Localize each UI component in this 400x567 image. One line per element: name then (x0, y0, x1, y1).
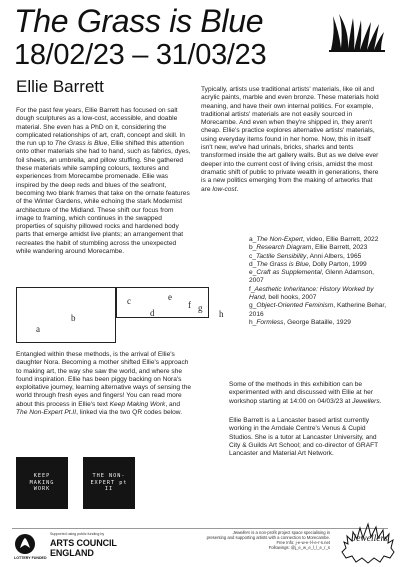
venue-name: Jewellers (232, 530, 251, 535)
qr-code-keep-making-work[interactable] (16, 457, 68, 509)
diagram-label-b: b (71, 313, 76, 323)
diagram-label-a: a (36, 324, 40, 334)
reference-detail: , Dolly Parton, 1999 (308, 260, 367, 268)
reference-prefix: h_ (249, 318, 257, 326)
diagram-frame-large (16, 287, 116, 343)
intro-title-ref: The Grass is Blue (54, 140, 108, 148)
reference-prefix: c_ (249, 252, 256, 260)
workshop-text-a: Some of the methods in this exhibition can be experimented with and discussed with Ellie at her workshop starting at 14:00 on 04/03/23 at (229, 381, 374, 405)
workshop-venue: Jewellers (352, 397, 380, 405)
diagram-label-d: d (150, 308, 155, 318)
reference-detail: , George Bataille, 1929 (283, 318, 351, 326)
non-expert-title: The Non-Expert Pt.II (16, 409, 77, 417)
reference-item (249, 286, 389, 303)
reference-item (249, 244, 389, 252)
intro-text-b: , Ellie shifted this attention onto other materials she had to hand, such as fabrics, dyes, foil sheets, an umbrella, and pillow stuffing. She gathered these materials while sampling colours, textures and experiences from Morecambe promenade. Ellie was inspired by the deep reds and blues of the seafront, becoming two blank frames that take on the ornate features of the Winter Gardens, while echoing the stark Modernist architecture of the Midland. These shift our focus from image to framing, which continues in the swapped properties of squishy pillowed rocks and hardened body parts that emerge amidst live plants; an arrangement that recreates the habit of stumbling across the unexpected while wandering around Morecambe. (16, 140, 191, 256)
venue-info-line3: Free Info: j-e-w-e-l-l-e-r-s.net (276, 540, 330, 545)
reference-title: Research Diagram (256, 244, 312, 252)
reference-prefix: g_ (249, 302, 257, 310)
reference-item (249, 236, 389, 244)
materials-paragraph (201, 86, 381, 194)
grass-icon (329, 12, 385, 52)
arts-council-name-line1: ARTS COUNCIL (50, 538, 117, 548)
reference-prefix: e_ (249, 269, 257, 277)
reference-title: The Non-Expert (256, 236, 303, 243)
bio-paragraph: Ellie Barrett is a Lancaster based artist currently working in the Arndale Centre's Venus & Cupid Studios. She is a tutor at Lancaster University, and City & Guilds Art School; and co-director of GRAFT Lancaster and Material Art Network. (229, 417, 379, 458)
reference-detail: , Ellie Barrett, 2023 (311, 244, 368, 252)
intro-paragraph (16, 107, 192, 256)
diagram-label-f: f (188, 300, 191, 310)
reference-item (249, 319, 389, 327)
nora-text-c: , linked via the two QR codes below. (76, 409, 183, 417)
reference-title: Aesthetic Inheritance: History Worked by Hand (249, 285, 374, 302)
materials-text-a: Typically, artists use traditional artists' materials, like oil and acrylic paints, marble and even bronze. These materials hold meaning, and have their own internal politics. For example, traditional artists' materials are not easily sourced in Morecambe. And even when they're shipped in, they aren't cheap. Ellie's practice explores alternative artists' materials, using everyday items found in her home. Now, this in itself isn't new, we've had urinals, bricks, sharks and tents transformed inside the art gallery walls. But as we delve ever deeper into the current cost of living crisis, amidst the most dramatic shift of public to private wealth in generations, there is a new politics emerging from the making of artworks that are (201, 86, 379, 193)
reference-list (249, 236, 389, 327)
artist-name: Ellie Barrett (16, 77, 104, 96)
arts-council-logo (50, 538, 117, 558)
reference-item (249, 269, 389, 286)
nora-text-b: , and (165, 400, 180, 408)
workshop-text-b: . (379, 397, 382, 405)
reference-item (249, 261, 389, 269)
lottery-logo-icon (14, 533, 36, 555)
reference-item (249, 302, 389, 319)
diagram-label-c: c (127, 296, 131, 306)
reference-detail: , Glenn Adamson, 2007 (249, 269, 375, 285)
diagram-label-h: h (219, 309, 224, 319)
nora-text-a: Entangled within these methods, is the arrival of Ellie's daughter Nora. Becoming a mother shifted Ellie's approach to making art, the way she saw the world, and where she found inspiration. Ellie has been piggy backing on Nora's exploitative journey, learning alternative ways of sensing the world through fresh eyes and fingers! You can read more about this process in Ellie's text (16, 351, 192, 408)
reference-title: Tactile Sensibility (255, 252, 307, 260)
reference-detail: , bell hooks, 2007 (264, 294, 317, 302)
reference-title: Craft as Supplemental (256, 269, 322, 277)
venue-info-text: is a non-profit project space specialising in (250, 530, 330, 535)
qr-label: THE NON-EXPERT pt II (90, 473, 128, 492)
keep-making-work-title: Keep Making Work (109, 400, 166, 408)
lottery-funded-text: LOTTERY FUNDED (14, 556, 47, 560)
qr-label: KEEP MAKING WORK (29, 473, 55, 492)
reference-prefix: d_ (249, 260, 257, 268)
reference-detail: , video, Ellie Barrett, 2022 (302, 236, 379, 243)
arts-council-name-line2: ENGLAND (50, 548, 94, 558)
venue-info-line2: presenting and supporting artists with a connection to Morecambe. (206, 535, 330, 540)
materials-text-b: . (236, 185, 239, 193)
reference-title: Object-Oriented Feminism (256, 302, 334, 310)
materials-emphasis: low-cost (212, 185, 237, 193)
reference-prefix: b_ (249, 244, 257, 252)
reference-title: The Grass is Blue (256, 260, 309, 268)
reference-detail: , Katherine Behar, 2016 (249, 302, 387, 318)
qr-code-non-expert[interactable] (83, 457, 135, 509)
reference-title: Formless (256, 318, 284, 326)
arts-council-support-text: Supported using public funding by (50, 532, 105, 536)
exhibition-dates: 18/02/23 – 31/03/23 (14, 39, 267, 71)
reference-prefix: f_ (249, 285, 255, 293)
diagram-label-g: g (198, 303, 203, 313)
venue-info-line4: Followings: @j_e_w_e_l_l_e_r_s (268, 545, 330, 550)
intro-text-a: For the past few years, Ellie Barrett has focused on salt dough sculptures as a low-cost, accessible, and doable material. She even has a PhD on it, considering the complicated relationships of art, craft, concept and skill. In the run up to (16, 107, 185, 148)
jewellers-logo-text: Jewellers (352, 534, 388, 544)
nora-paragraph (16, 351, 192, 417)
workshop-paragraph (229, 381, 387, 406)
reference-prefix: a_ (249, 236, 257, 243)
venue-info (180, 530, 330, 550)
diagram-label-e: e (168, 292, 172, 302)
footer-divider (12, 528, 388, 529)
reference-item (249, 253, 389, 261)
exhibition-title: The Grass is Blue (14, 3, 264, 39)
reference-detail: , Anni Albers, 1965 (306, 252, 362, 260)
